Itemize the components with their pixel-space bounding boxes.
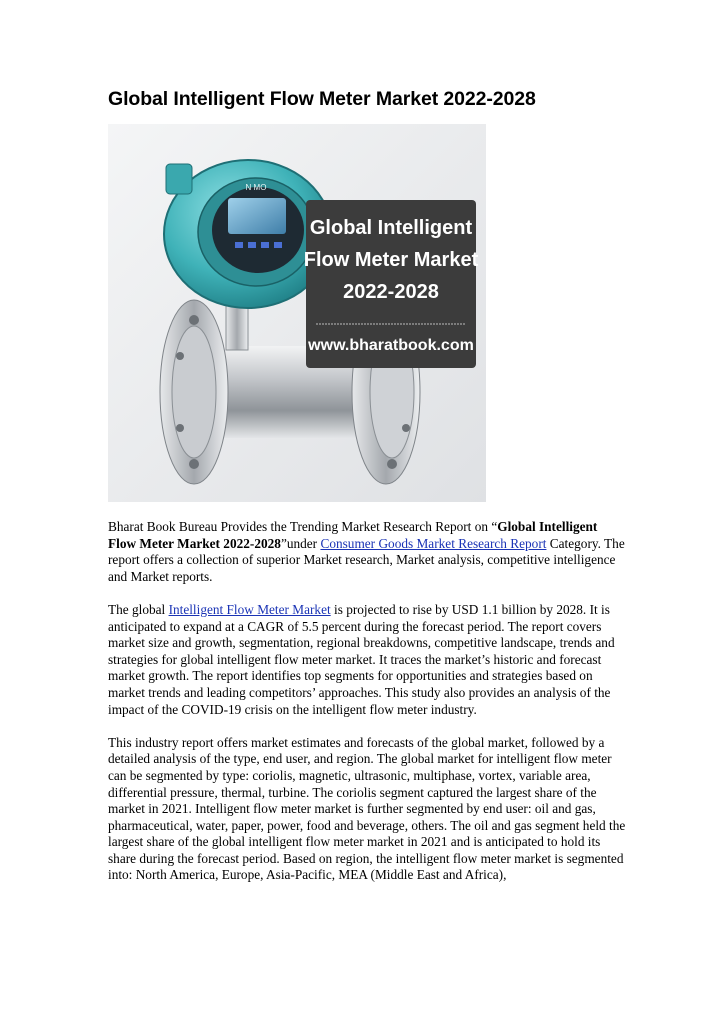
consumer-goods-link[interactable]: Consumer Goods Market Research Report: [320, 535, 547, 551]
paragraph-intro: Bharat Book Bureau Provides the Trending Market Research Report on “Global Intelligent Flow Meter Market 2022-2028”under Consumer Goods Market Research Report Category. The report offers a collection of superior Market research, Market analysis, competitive intelligence and Market reports.: [108, 519, 625, 584]
hero-caption-url: www.bharatbook.com: [308, 337, 474, 354]
hero-caption-box: [304, 200, 479, 368]
intelligent-flow-meter-market-link[interactable]: Intelligent Flow Meter Market: [168, 601, 331, 617]
hero-caption-line-2: Flow Meter Market: [303, 249, 479, 271]
svg-text:N MO: N MO: [245, 183, 267, 192]
report-title-bold: Global Intelligent Flow Meter Market 2022-2028: [108, 519, 598, 551]
page-title: Global Intelligent Flow Meter Market 2022-2028: [108, 88, 536, 110]
hero-image: [108, 124, 486, 502]
hero-caption-line-1: Global Intelligent: [309, 217, 473, 239]
paragraph-market-overview: The global Intelligent Flow Meter Market is projected to rise by USD 1.1 billion by 2028. It is anticipated to expand at a CAGR of 5.5 percent during the forecast period. The report covers market size and growth, segmentation, regional breakdowns, competitive landscape, trends and strategies for global intelligent flow meter market. It traces the market’s historic and forecast market growth. The report identifies top segments for opportunities and strategies based on market trends and leading competitors’ approaches. This study also provides an analysis of the impact of the COVID-19 crisis on the intelligent flow meter industry.: [108, 601, 615, 717]
paragraph-segmentation: This industry report offers market estimates and forecasts of the global market, followed by a detailed analysis of the type, end user, and region. The global market for intelligent flow meter can be segmented by type: coriolis, magnetic, ultrasonic, multiphase, vortex, variable area, differential pressure, thermal, turbine. The coriolis segment captured the largest share of the market in 2021. Intelligent flow meter market is further segmented by end user: oil and gas, pharmaceutical, water, paper, power, food and beverage, others. The oil and gas segment held the largest share of the global intelligent flow meter market in 2021 and is anticipated to hold its share during the forecast period. Based on region, the intelligent flow meter market is segmented into: North America, Europe, Asia-Pacific, MEA (Middle East and Africa),: [108, 734, 626, 883]
hero-caption-line-3: 2022-2028: [343, 281, 439, 303]
display-screen: [228, 198, 286, 234]
body-text: [108, 519, 628, 901]
